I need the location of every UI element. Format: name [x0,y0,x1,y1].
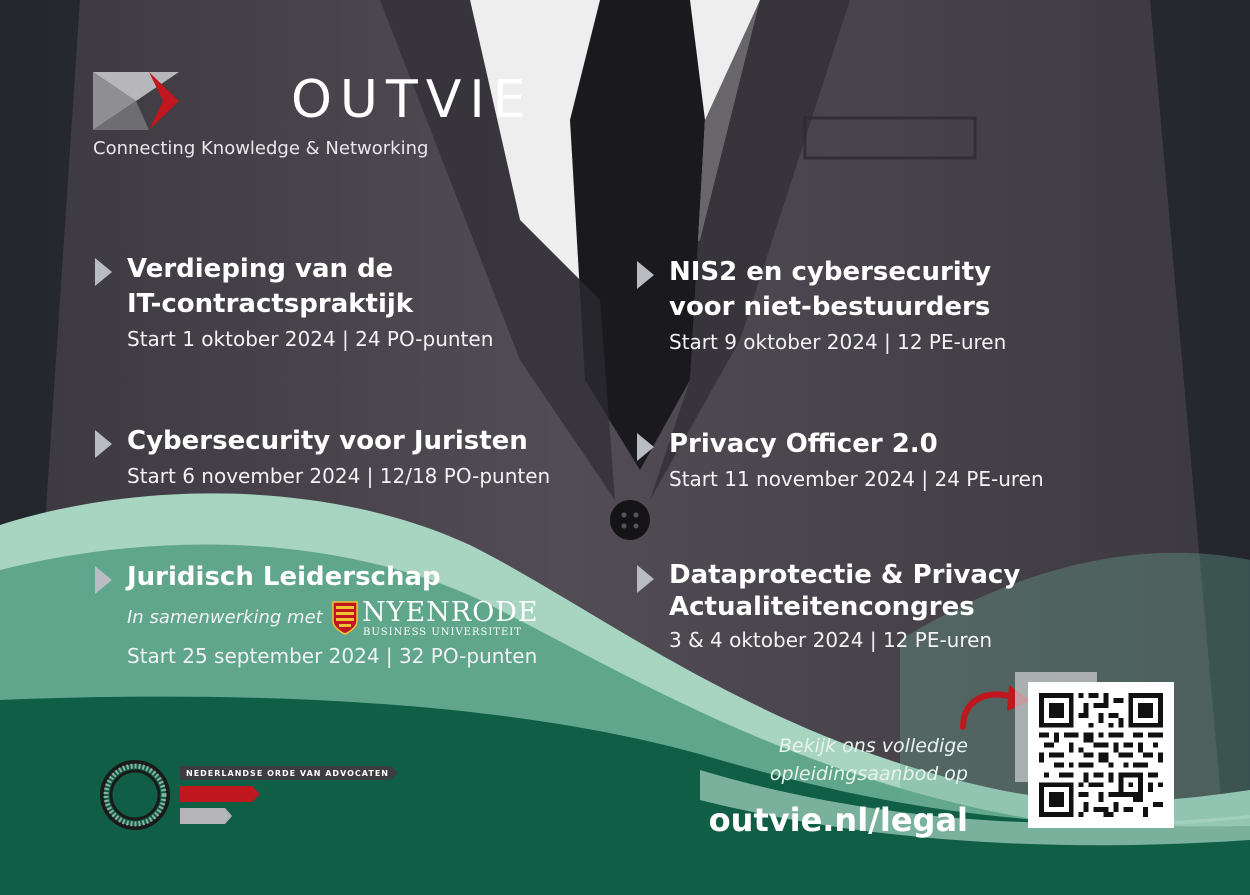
nova-logo [100,760,410,830]
outvie-logo-icon [93,72,179,130]
website-link[interactable]: outvie.nl/legal [708,801,968,839]
partner-name: NYENRODE [362,597,539,628]
course-title: Verdieping van de IT-contractspraktijk [127,254,414,319]
call-to-action [709,732,968,842]
triangle-bullet-icon [637,433,654,461]
course-meta: Start 1 oktober 2024 | 24 PO-punten [127,327,494,351]
course-meta: Start 11 november 2024 | 24 PE-uren [669,467,1044,491]
course-nis2[interactable] [637,255,1006,357]
course-dataprotectie-congres[interactable] [637,559,1020,655]
course-title: Juridisch Leiderschap [127,562,441,592]
course-title: NIS2 en cybersecurity voor niet-bestuurders [669,257,992,322]
course-privacy-officer[interactable] [637,427,1044,494]
collaboration-text: In samenwerking met [127,607,323,628]
course-meta: Start 6 november 2024 | 12/18 PO-punten [127,464,551,488]
course-cybersecurity-juristen[interactable] [95,424,550,491]
course-title: Cybersecurity voor Juristen [127,426,528,456]
qr-code[interactable] [1028,682,1174,828]
course-meta: Start 9 oktober 2024 | 12 PE-uren [669,330,1007,354]
brand-tagline: Connecting Knowledge & Networking [93,138,429,159]
triangle-bullet-icon [637,565,654,593]
triangle-bullet-icon [95,430,112,458]
course-title: Dataprotectie & Privacy Actualiteitencongres [669,560,1021,622]
nyenrode-crest-icon [332,601,358,635]
course-it-contract[interactable] [95,252,493,354]
qr-code-icon [1039,693,1163,817]
cta-text: Bekijk ons volledige opleidingsaanbod op [769,735,968,785]
course-meta: 3 & 4 oktober 2024 | 12 PE-uren [669,628,993,652]
triangle-bullet-icon [637,261,654,289]
nova-seal-icon [100,760,170,830]
brand-name: OUTVIE [291,70,534,130]
course-meta: Start 25 september 2024 | 32 PO-punten [127,644,538,668]
course-title: Privacy Officer 2.0 [669,429,938,459]
outvie-logo[interactable] [93,70,534,162]
triangle-bullet-icon [95,258,112,286]
partner-subtitle: BUSINESS UNIVERSITEIT [363,627,522,638]
course-juridisch-leiderschap[interactable] [95,560,537,671]
collaboration-line [127,599,537,639]
nova-label: NEDERLANDSE ORDE VAN ADVOCATEN [186,769,389,778]
triangle-bullet-icon [95,566,112,594]
